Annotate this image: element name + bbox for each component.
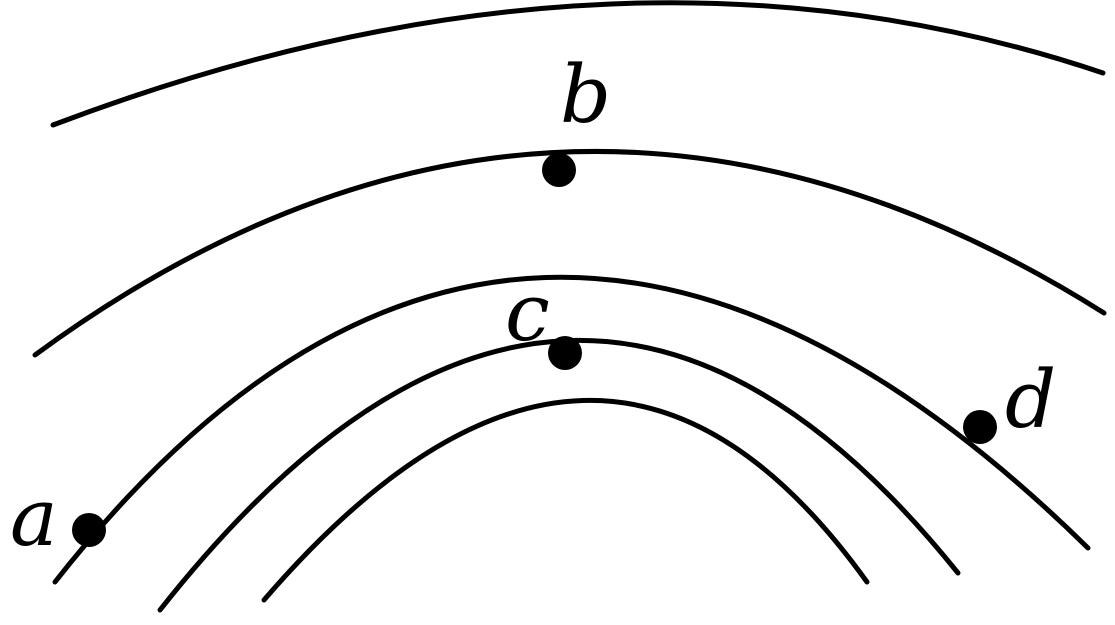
point-a-label: a <box>10 471 58 564</box>
point-b-label: b <box>560 48 612 141</box>
point-d-label: d <box>1005 353 1057 446</box>
point-d-dot <box>963 410 997 444</box>
arc-5-innermost <box>264 400 867 600</box>
point-a-dot <box>72 513 106 547</box>
point-c-label: c <box>505 266 550 359</box>
point-c-dot <box>548 336 582 370</box>
arc-4 <box>160 340 958 610</box>
arc-3 <box>55 277 1088 582</box>
point-b-dot <box>542 153 576 187</box>
